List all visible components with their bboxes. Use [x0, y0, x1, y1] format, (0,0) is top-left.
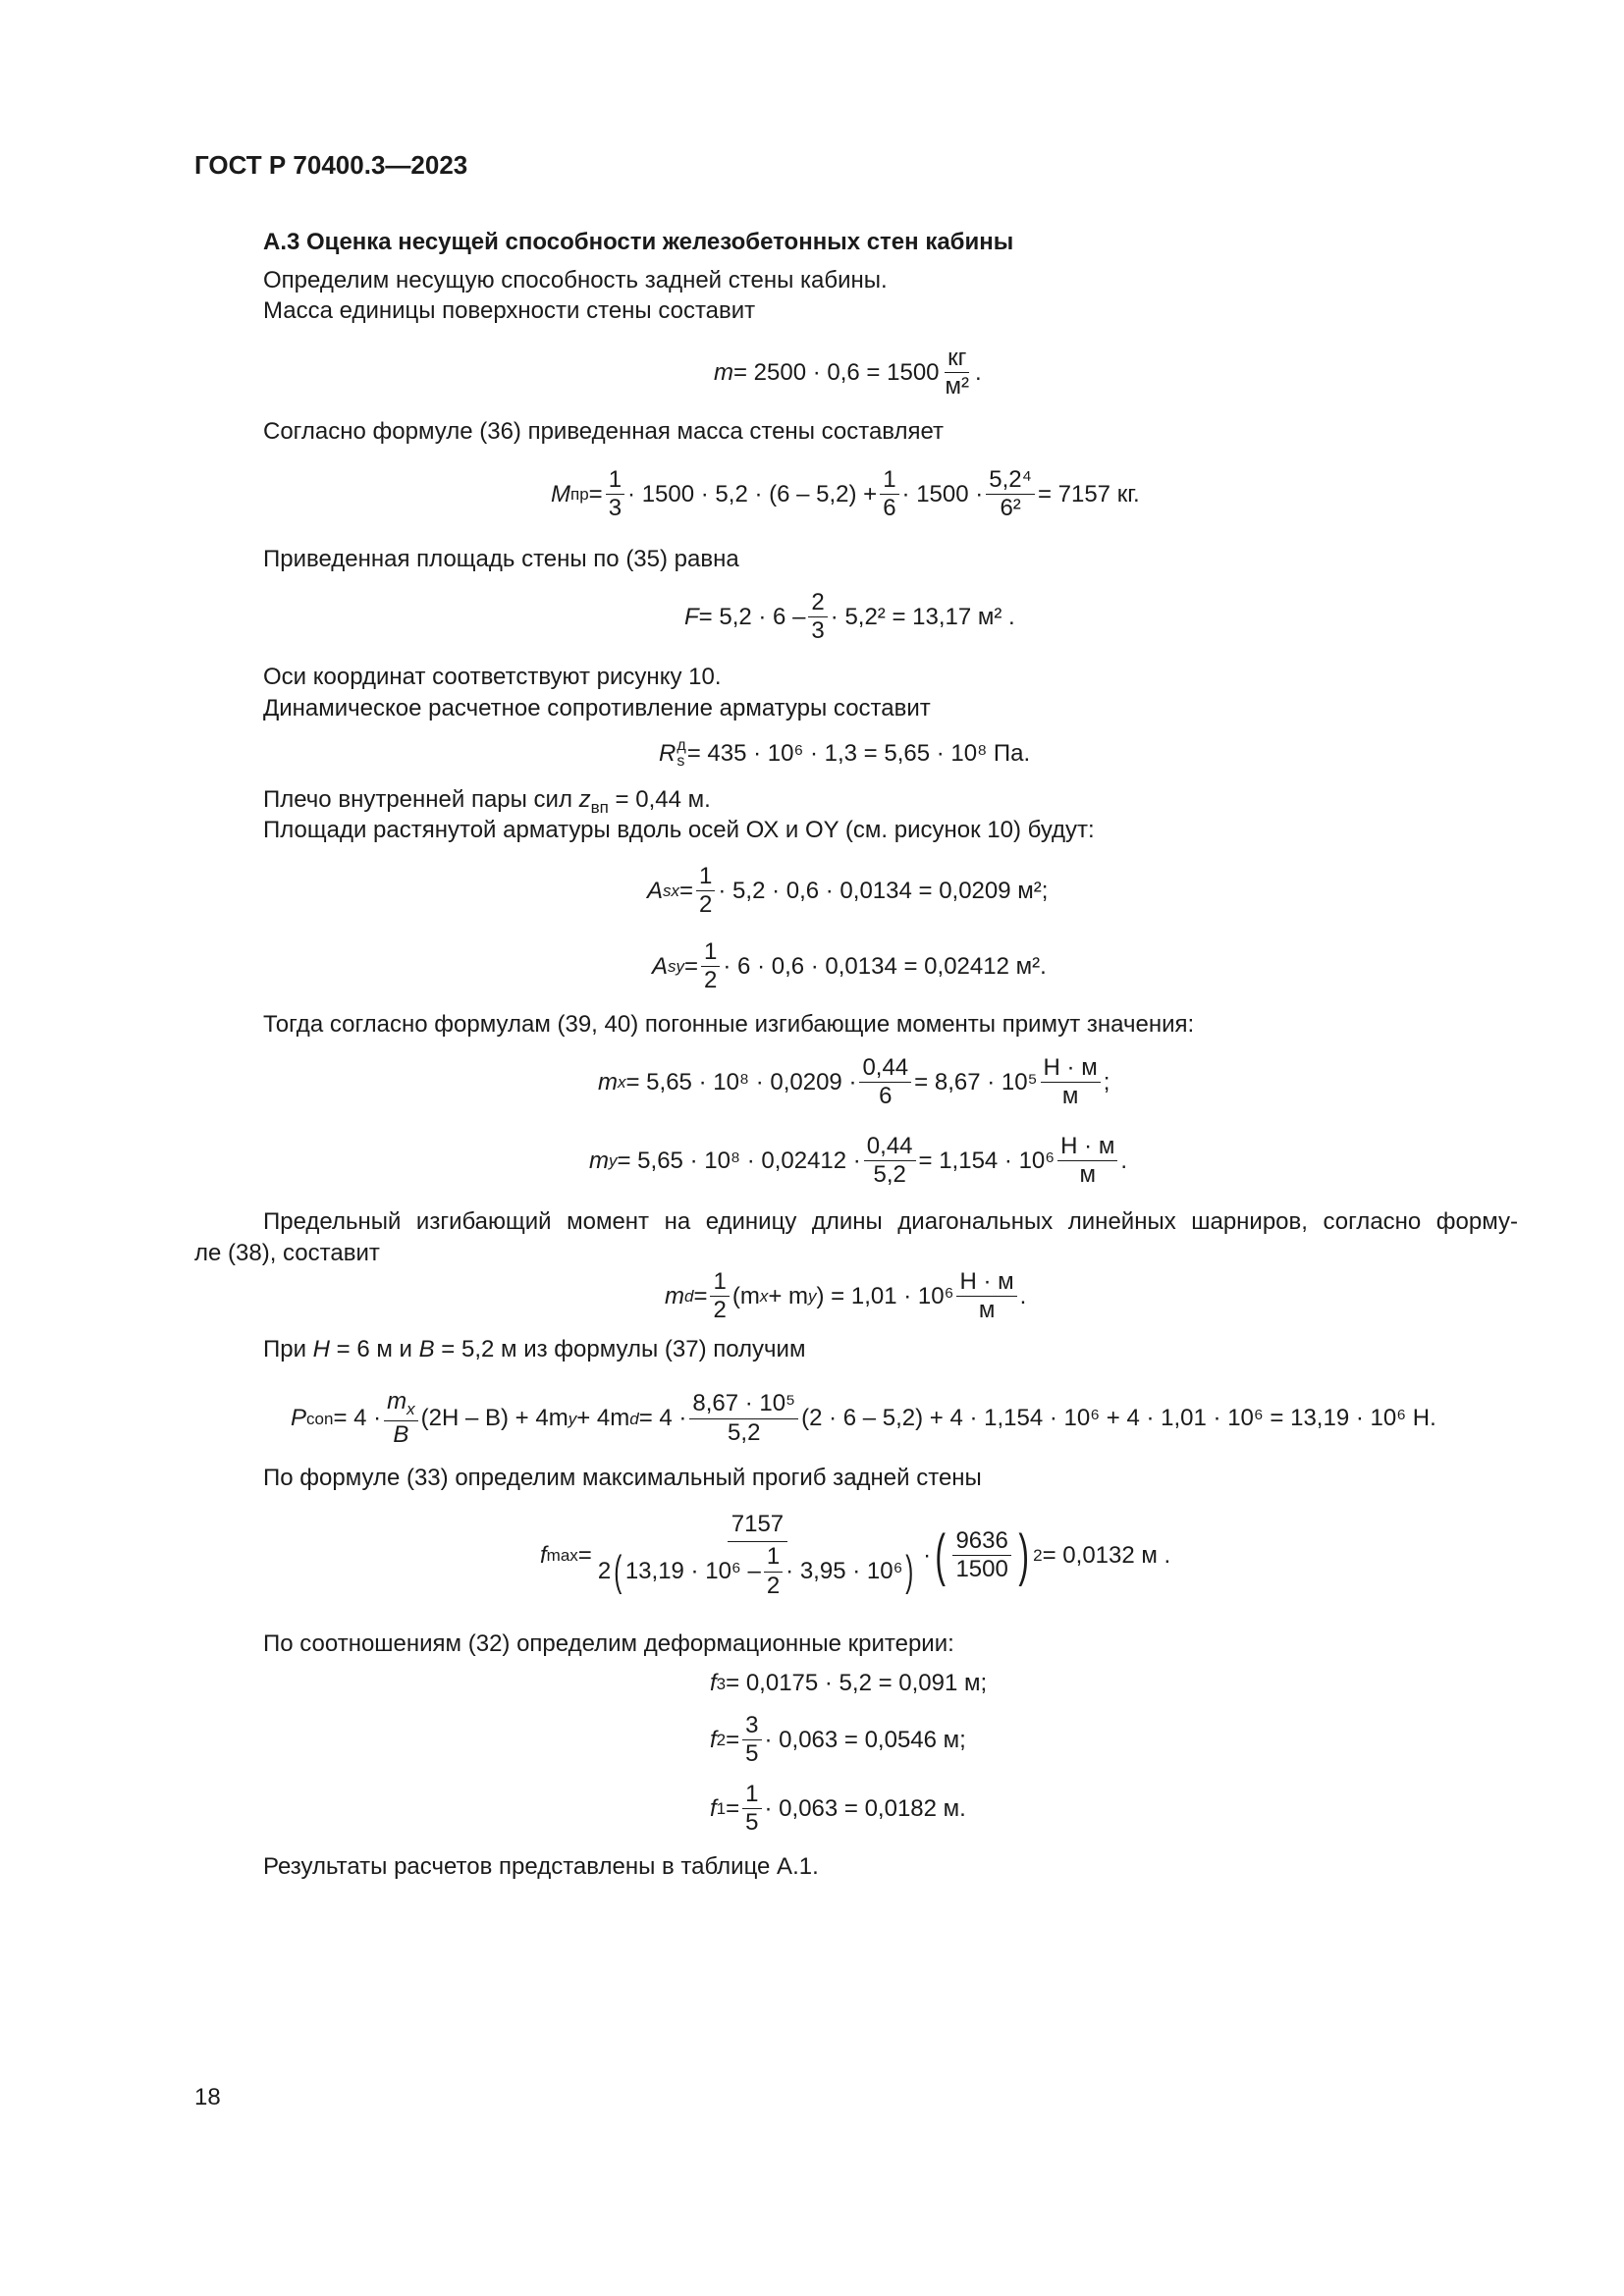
- paragraph: Площади растянутой арматуры вдоль осей ОХ и OY (см. рисунок 10) будут:: [263, 817, 1095, 843]
- equation-md: m d = $\frac{1}{2}$ (m x + m y ) = 1,01 · 10⁶ $\frac{Н \cdot м}{м}$ .: [665, 1268, 1027, 1324]
- equation-mx: m x = 5,65 · 10⁸ · 0,0209 · $\frac{0,44}{6}$ = 8,67 · 10⁵ $\frac{Н \cdot м}{м}$ ;: [598, 1054, 1110, 1110]
- equation-pcon: P con = 4 · $\frac{m_x}{B}$ (2H – B) + 4m y + 4m d = 4 · $\frac{\text{8,67 · 10⁵}}{5,2}$ (2 · 6 – 5,2) + 4 · 1,154 · 10⁶ + 4 · 1,01 · 10⁶ = 13,19 · 10⁶ Н.: [291, 1388, 1436, 1448]
- equation-fmax: f max = 7157 2 ( 13,19 · 10⁶ – $\frac{1}{2}$ · 3,95 · 10⁶ ) · ( $\frac{9636}{1500}$ ) 2 = 0,0132 м .: [540, 1511, 1171, 1599]
- equation-mass: m = 2500 · 0,6 = 1500 $\frac{кг}{\text{м²}}$ .: [714, 345, 982, 400]
- paragraph: ле (38), составит: [194, 1240, 380, 1266]
- paragraph: Оси координат соответствуют рисунку 10.: [263, 664, 722, 690]
- section-title: А.3 Оценка несущей способности железобетонных стен кабины: [263, 229, 1014, 255]
- equation-asx: A sx = $\frac{1}{2}$ · 5,2 · 0,6 · 0,0134 = 0,0209 м²;: [647, 863, 1049, 919]
- equation-area: F = 5,2 · 6 – $\frac{2}{3}$ · 5,2² = 13,17 м² .: [684, 589, 1015, 645]
- equation-resistance: R д s = 435 · 10⁶ · 1,3 = 5,65 · 10⁸ Па.: [659, 737, 1031, 770]
- paragraph: По формуле (33) определим максимальный прогиб задней стены: [263, 1465, 982, 1491]
- equation-my: m y = 5,65 · 10⁸ · 0,02412 · $\frac{0,44}{5,2}$ = 1,154 · 10⁶ $\frac{Н \cdot м}{м}$ .: [589, 1133, 1128, 1189]
- paragraph: При H = 6 м и B = 5,2 м из формулы (37) получим: [263, 1336, 806, 1362]
- equation-f3: f 3 = 0,0175 · 5,2 = 0,091 м;: [710, 1670, 988, 1696]
- paragraph: Предельный изгибающий момент на единицу длины диагональных линейных шарниров, согласно форму-: [263, 1208, 1518, 1235]
- paragraph: Результаты расчетов представлены в таблице А.1.: [263, 1853, 819, 1880]
- paragraph: Масса единицы поверхности стены составит: [263, 297, 756, 324]
- paragraph: Определим несущую способность задней стены кабины.: [263, 267, 888, 294]
- equation-f1: f 1 = $\frac{1}{5}$ · 0,063 = 0,0182 м.: [710, 1781, 966, 1837]
- page-number: 18: [194, 2084, 221, 2110]
- paragraph: Тогда согласно формулам (39, 40) погонные изгибающие моменты примут значения:: [263, 1011, 1195, 1038]
- equation-asy: A sy = $\frac{1}{2}$ · 6 · 0,6 · 0,0134 = 0,02412 м².: [652, 938, 1047, 994]
- document-header: ГОСТ Р 70400.3—2023: [194, 150, 468, 180]
- equation-reduced-mass: M пр = $\frac{1}{3}$ · 1500 · 5,2 · (6 – 5,2) + $\frac{1}{6}$ · 1500 · $\frac{\text{5,2⁴}}{\text{6²}}$ = 7157 кг.: [551, 466, 1140, 522]
- equation-f2: f 2 = $\frac{3}{5}$ · 0,063 = 0,0546 м;: [710, 1712, 966, 1768]
- paragraph: Согласно формуле (36) приведенная масса стены составляет: [263, 418, 945, 445]
- paragraph: Плечо внутренней пары сил $z_{вп} = 0,44$ м.: [263, 786, 711, 817]
- paragraph: Динамическое расчетное сопротивление арматуры составит: [263, 695, 931, 721]
- paragraph: Приведенная площадь стены по (35) равна: [263, 546, 739, 572]
- paragraph: По соотношениям (32) определим деформационные критерии:: [263, 1630, 954, 1657]
